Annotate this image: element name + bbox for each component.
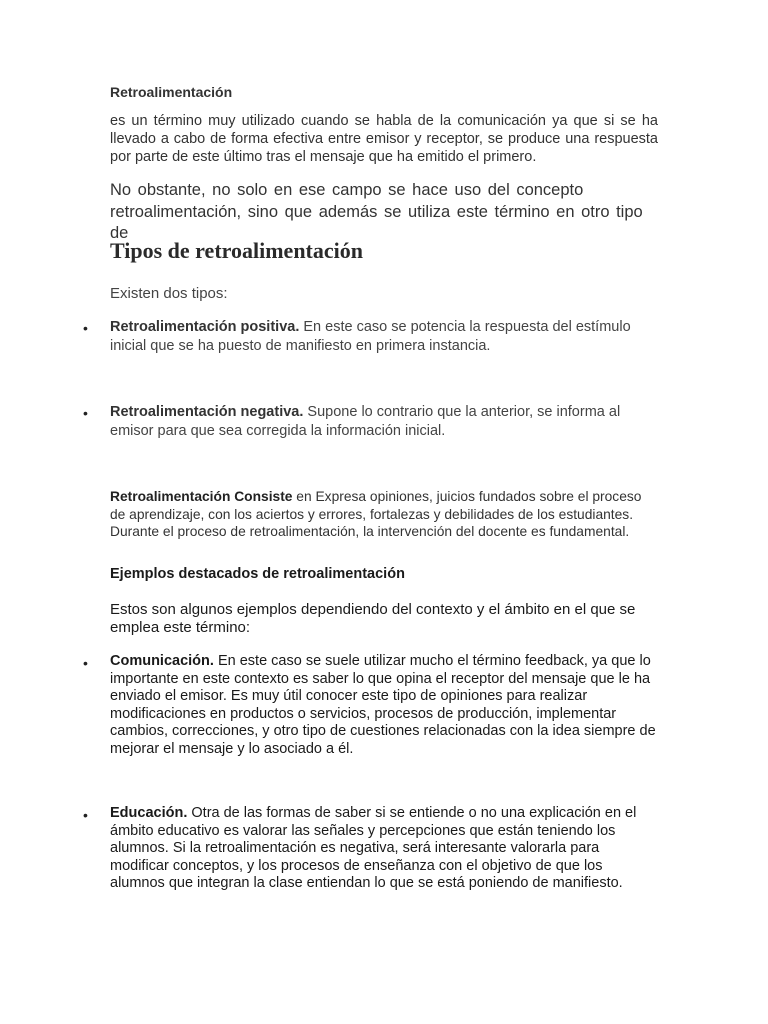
heading-ejemplos: Ejemplos destacados de retroalimentación — [110, 566, 405, 582]
list-item-positiva — [110, 318, 658, 356]
comunicacion-text: En este caso se suele utilizar mucho el término feedback, ya que lo importante en este contexto es saber lo que opina el receptor del mensaje que le ha enviado el emisor. Es muy útil conocer este tipo de opiniones para realizar modificaciones en productos o servicios, procesos de producción, implementar cambios, correcciones, y otro tipo de cuestiones relacionadas con la idea siempre de mejorar el mensaje y lo asociado a él. — [110, 653, 656, 757]
list-item-negativa — [110, 403, 658, 441]
heading-tipos: Tipos de retroalimentación — [110, 238, 363, 263]
intro-paragraph: es un término muy utilizado cuando se habla de la comunicación ya que si se ha llevado a cabo de forma efectiva entre emisor y receptor, se produce una respuesta por parte de este último tras el mensaje que ha emitido el primero. — [110, 113, 658, 165]
educacion-text: Otra de las formas de saber si se entiende o no una explicación en el ámbito educativo es valorar las señales y percepciones que están teniendo los alumnos. Si la retroalimentación es negativa, será interesante valorarla para modificar conceptos, y los procesos de enseñanza con el objetivo de que los alumnos que integran la clase entiendan lo que se está poniendo de manifiesto. — [110, 805, 637, 891]
estos-paragraph: Estos son algunos ejemplos dependiendo del contexto y el ámbito en el que se emplea este término: — [110, 601, 636, 636]
negativa-text: Supone lo contrario que la anterior, se informa al emisor para que sea corregida la información inicial. — [110, 404, 621, 439]
consiste-label: Retroalimentación Consiste — [110, 489, 293, 504]
comunicacion-label: Comunicación. — [110, 653, 214, 669]
positiva-label: Retroalimentación positiva. — [110, 319, 300, 335]
heading-retroalimentacion: Retroalimentación — [110, 84, 233, 100]
bullet-comunicacion: • — [83, 655, 88, 671]
bullet-negativa: • — [83, 405, 88, 421]
existen-paragraph: Existen dos tipos: — [110, 285, 228, 302]
positiva-text: En este caso se potencia la respuesta del estímulo inicial que se ha puesto de manifiesto en primera instancia. — [110, 319, 631, 354]
consiste-text: en Expresa opiniones, juicios fundados sobre el proceso de aprendizaje, con los aciertos y errores, fortalezas y debilidades de los estudiantes. Durante el proceso de retroalimentación, la intervención del docente es fundamental. — [110, 489, 642, 539]
bullet-educacion: • — [83, 807, 88, 823]
negativa-label: Retroalimentación negativa. — [110, 404, 304, 420]
educacion-label: Educación. — [110, 805, 188, 821]
bullet-positiva: • — [83, 320, 88, 336]
consiste-paragraph — [110, 488, 658, 541]
list-item-educacion — [110, 805, 658, 893]
no-obstante-paragraph: No obstante, no solo en ese campo se hace uso del concepto retroalimentación, sino que además se utiliza este término en otro tipo de — [110, 181, 643, 242]
list-item-comunicacion — [110, 653, 658, 758]
